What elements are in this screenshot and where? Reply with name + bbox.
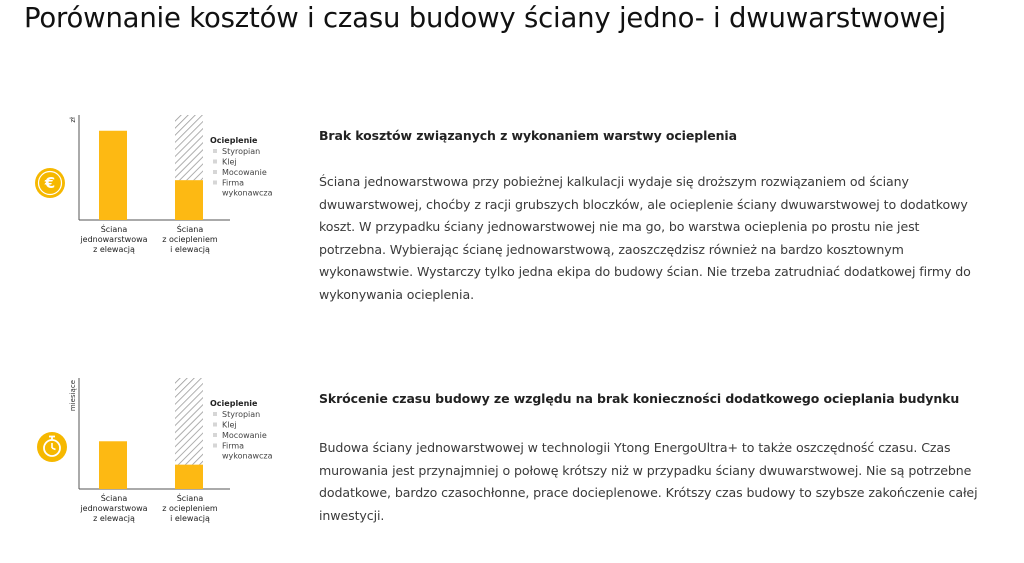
time-section bbox=[319, 391, 979, 527]
legend-item: Styropian bbox=[222, 147, 261, 156]
bar-wall-segment bbox=[175, 465, 203, 489]
legend-item: Mocowanie bbox=[222, 168, 267, 177]
legend-marker bbox=[213, 433, 217, 437]
legend-marker bbox=[213, 149, 217, 153]
legend-title: Ocieplenie bbox=[210, 399, 258, 408]
category-label-line: jednowarstwowa bbox=[80, 235, 148, 244]
category-label bbox=[79, 492, 147, 523]
legend-marker bbox=[213, 160, 217, 164]
euro-coin-icon bbox=[35, 168, 65, 198]
icon-symbol: € bbox=[44, 174, 56, 192]
time-section-body: Budowa ściany jednowarstwowej w technologii Ytong EnergoUltra+ to także oszczędność czasu. Czas murowania jest przynajmniej o połowę krótszy niż w przypadku ściany dwuwarstwowej. Nie są potrzebne dodatkowe, bardzo czasochłonne, prace docieplenowe. Krótszy czas budowy to szybsze zakończenie całej inwestycji. bbox=[319, 440, 978, 523]
legend-item: wykonawcza bbox=[222, 451, 273, 461]
legend-item: Firma bbox=[222, 441, 245, 451]
category-label-line: z elewacją bbox=[93, 514, 135, 523]
y-axis-label: miesiące bbox=[69, 380, 77, 412]
category-label-line: Ściana bbox=[176, 494, 204, 503]
legend bbox=[210, 136, 273, 198]
legend bbox=[210, 399, 273, 461]
legend-marker bbox=[213, 170, 217, 174]
legend-item: wykonawcza bbox=[222, 188, 273, 198]
legend-item: Styropian bbox=[222, 410, 261, 419]
legend-item: Firma bbox=[222, 178, 245, 188]
cost-section-body: Ściana jednowarstwowa przy pobieżnej kalkulacji wydaje się droższym rozwiązaniem od ściany dwuwarstwowej, choćby z racji grubszych bloczków, ale ocieplenie ściany dwuwarstwowej to dodatkowy koszt. W przypadku ściany jednowarstwowej nie ma go, bo warstwa ocieplenia po prostu nie jest potrzebna. Wybierając ścianę jednowarstwową, zaoszczędzisz również na bardzo kosztownym wykonawstwie. Wystarczy tylko jedna ekipa do budowy ścian. Nie trzeba zatrudniać dodatkowej firmy do wykonywania ocieplenia. bbox=[319, 174, 971, 302]
time-comparison-chart bbox=[30, 372, 290, 532]
category-label-line: jednowarstwowa bbox=[80, 504, 148, 513]
cost-chart-svg bbox=[30, 110, 290, 270]
category-label-line: z ociepleniem bbox=[162, 235, 218, 244]
legend-title: Ocieplenie bbox=[210, 136, 258, 145]
bar-wall-segment bbox=[175, 180, 203, 220]
category-label-line: Ściana bbox=[100, 225, 128, 234]
bar-insulation-segment bbox=[175, 378, 203, 465]
page-title: Porównanie kosztów i czasu budowy ściany jedno- i dwuwarstwowej bbox=[24, 2, 946, 34]
legend-item: Klej bbox=[222, 157, 237, 167]
category-label bbox=[162, 492, 218, 523]
legend-item: Mocowanie bbox=[222, 431, 267, 440]
category-label bbox=[162, 223, 218, 254]
category-label bbox=[79, 223, 147, 254]
category-label-line: z elewacją bbox=[93, 245, 135, 254]
legend-marker bbox=[213, 444, 217, 448]
cost-section-heading: Brak kosztów związanych z wykonaniem warstwy ocieplenia bbox=[319, 128, 737, 143]
cost-section bbox=[319, 128, 979, 306]
time-chart-svg bbox=[30, 372, 290, 532]
legend-marker bbox=[213, 412, 217, 416]
category-label-line: Ściana bbox=[176, 225, 204, 234]
legend-marker bbox=[213, 423, 217, 427]
bar-insulation-segment bbox=[175, 115, 203, 180]
y-axis-label: zł bbox=[69, 117, 77, 123]
category-label-line: z ociepleniem bbox=[162, 504, 218, 513]
legend-item: Klej bbox=[222, 420, 237, 430]
time-section-heading: Skrócenie czasu budowy ze względu na brak konieczności dodatkowego ocieplania budynku bbox=[319, 391, 960, 406]
category-label-line: i elewacją bbox=[170, 245, 210, 254]
category-label-line: Ściana bbox=[100, 494, 128, 503]
bar-wall-segment bbox=[99, 441, 127, 489]
bar-wall-segment bbox=[99, 131, 127, 220]
stopwatch-icon bbox=[37, 432, 67, 462]
cost-comparison-chart bbox=[30, 110, 290, 270]
legend-marker bbox=[213, 181, 217, 185]
category-label-line: i elewacją bbox=[170, 514, 210, 523]
